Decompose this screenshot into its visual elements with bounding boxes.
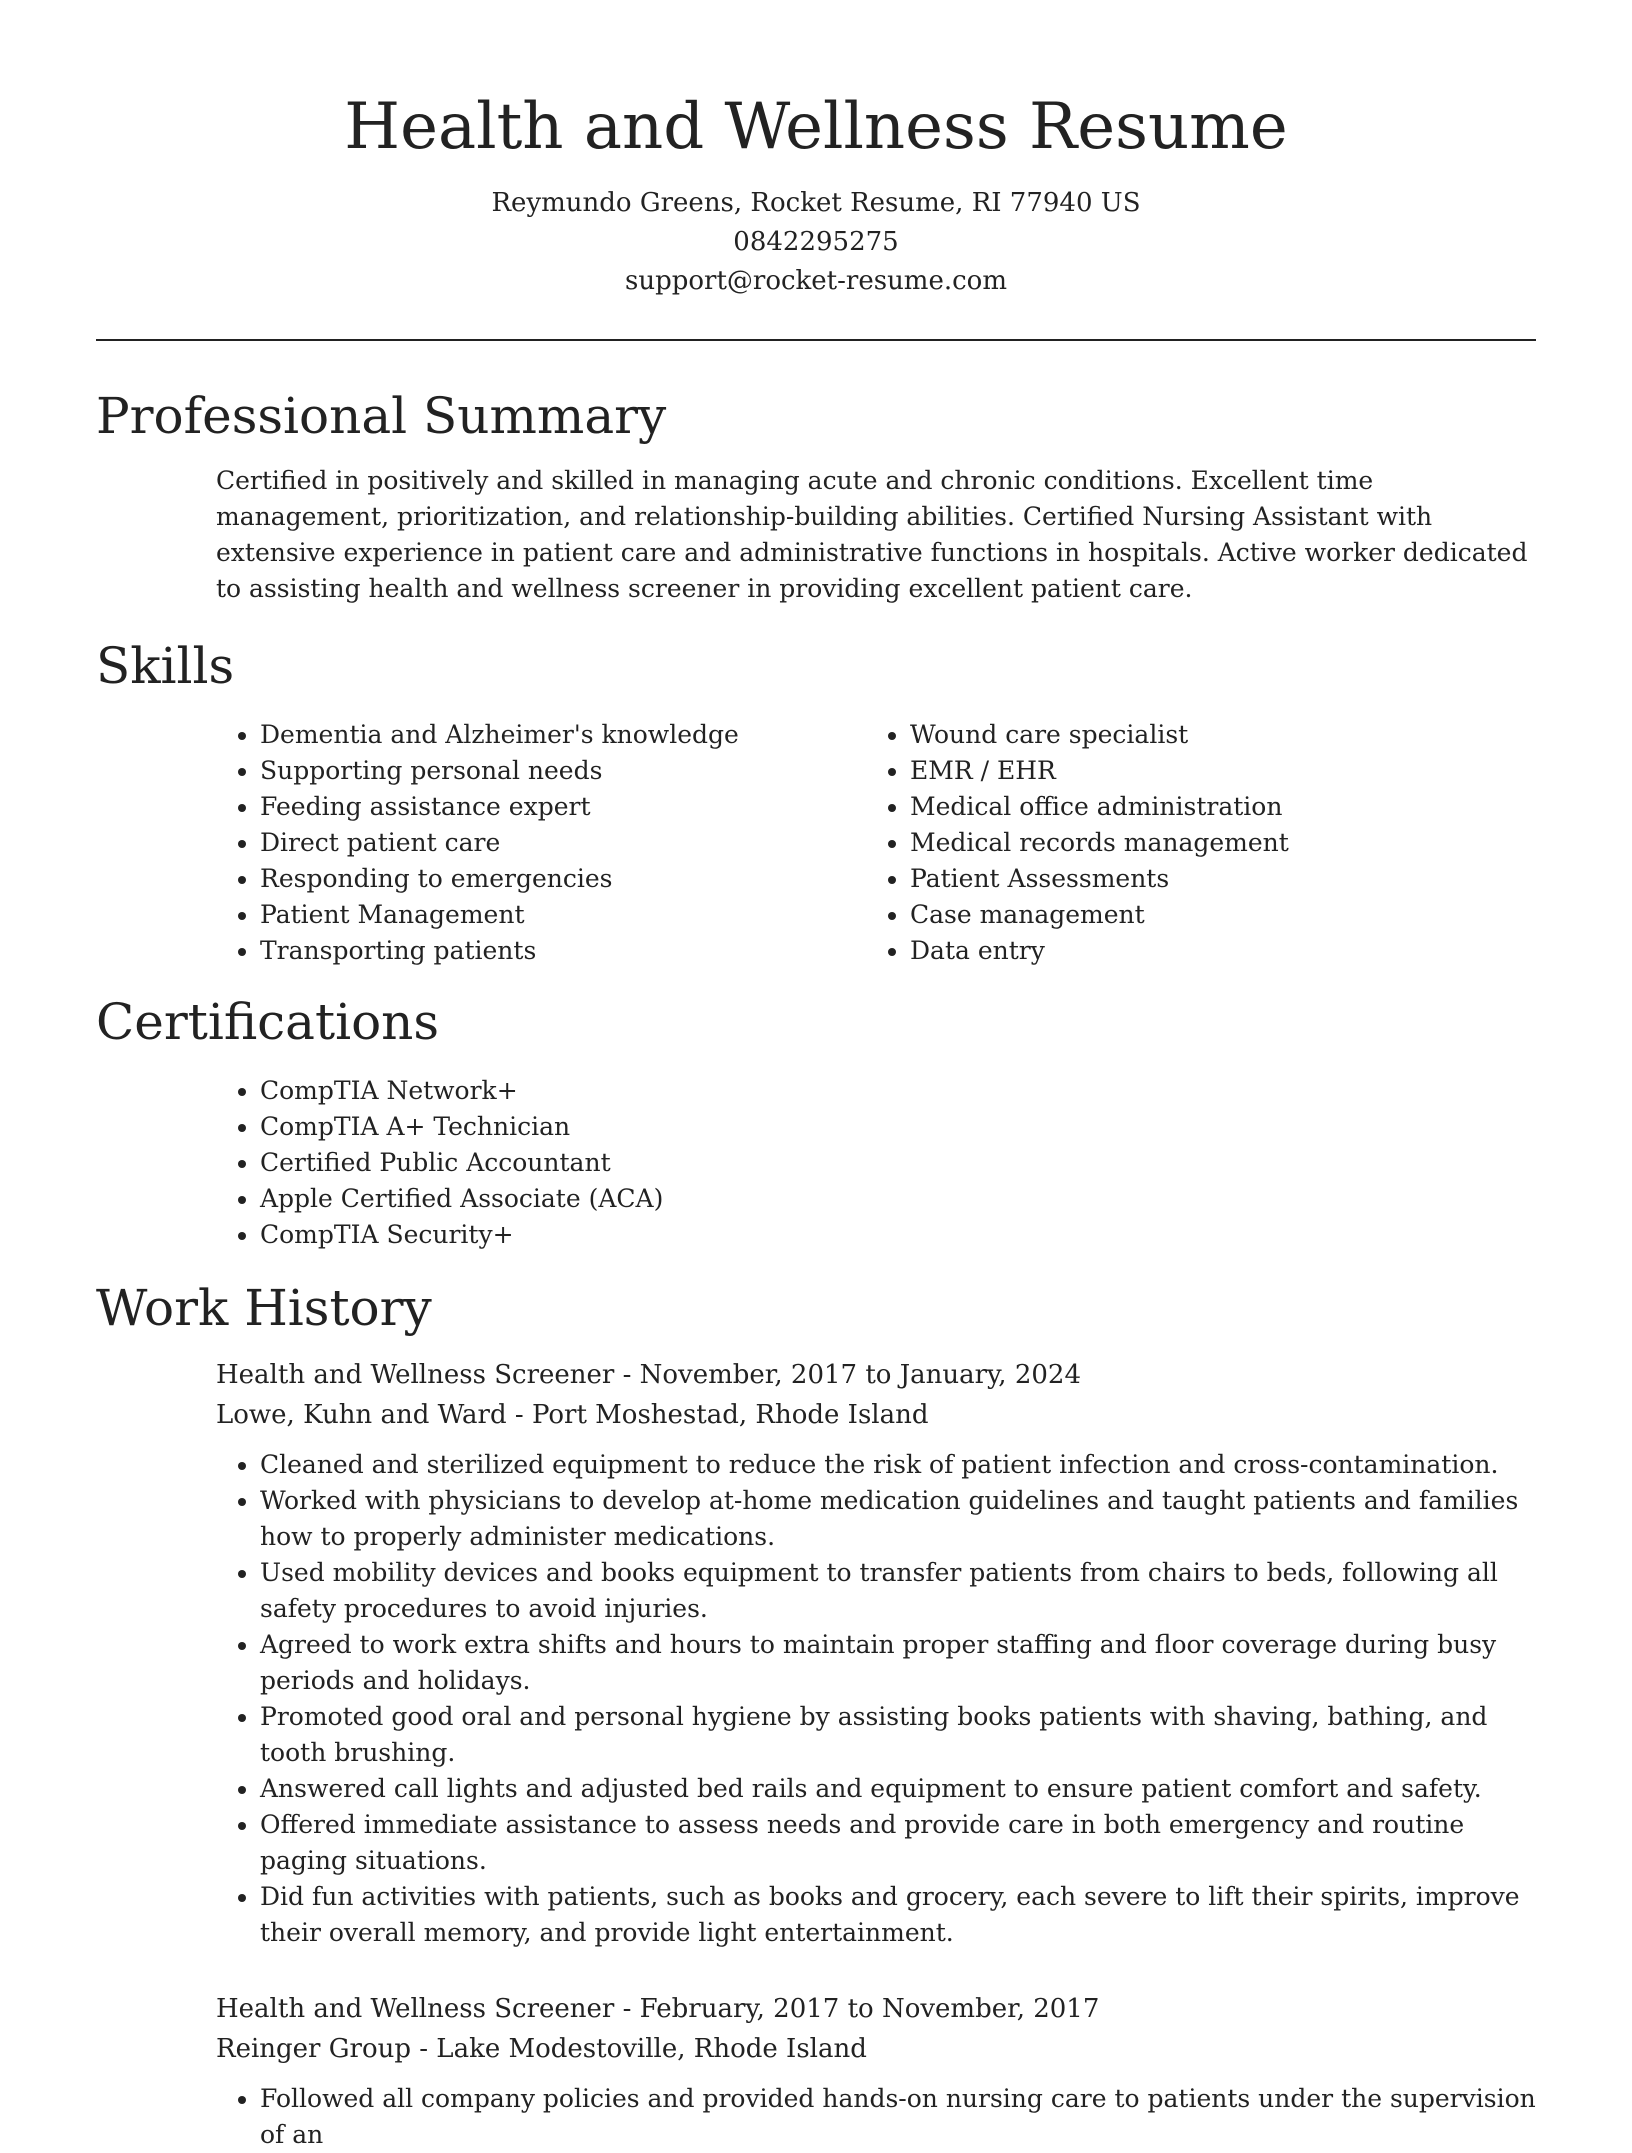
contact-address: Reymundo Greens, Rocket Resume, RI 77940 US xyxy=(491,188,1141,218)
summary-section xyxy=(96,383,1536,607)
job-duty-item: • Used mobility devices and books equipment to transfer patients from chairs to beds, following all safety procedures to avoid injuries. xyxy=(260,1555,1536,1627)
certification-item: • Certified Public Accountant xyxy=(260,1145,1536,1181)
job-title-line: Health and Wellness Screener - November, 2017 to January, 2024 xyxy=(216,1360,1081,1390)
resume-header xyxy=(96,0,1536,301)
skills-list-right xyxy=(866,717,1516,969)
contact-phone: 0842295275 xyxy=(733,227,899,257)
skill-item: • Transporting patients xyxy=(260,933,866,969)
skill-item: • Responding to emergencies xyxy=(260,861,866,897)
job-duty-item: • Followed all company policies and provided hands-on nursing care to patients under the supervision of an xyxy=(260,2081,1536,2153)
skill-item: • Dementia and Alzheimer's knowledge xyxy=(260,717,866,753)
skill-item: • Wound care specialist xyxy=(910,717,1516,753)
skills-section xyxy=(96,633,1536,969)
job-company-line: Lowe, Kuhn and Ward - Port Moshestad, Rhode Island xyxy=(216,1400,929,1430)
skill-item: • Patient Assessments xyxy=(910,861,1516,897)
skills-heading: Skills xyxy=(96,637,235,695)
certifications-list xyxy=(216,1073,1536,1253)
certification-item: • CompTIA Security+ xyxy=(260,1217,1536,1253)
skill-item: • Medical records management xyxy=(910,825,1516,861)
work-history-section xyxy=(96,1275,1536,2153)
job-duty-item: • Did fun activities with patients, such as books and grocery, each severe to lift their spirits, improve their overall memory, and provide light entertainment. xyxy=(260,1879,1536,1951)
skills-column-right xyxy=(866,717,1516,969)
job-duty-item: • Cleaned and sterilized equipment to reduce the risk of patient infection and cross-contamination. xyxy=(260,1447,1536,1483)
skill-item: • EMR / EHR xyxy=(910,753,1516,789)
job-duties-list xyxy=(216,2081,1536,2153)
skill-item: • Supporting personal needs xyxy=(260,753,866,789)
job-duties-list xyxy=(216,1447,1536,1951)
job-duty-item: • Answered call lights and adjusted bed rails and equipment to ensure patient comfort and safety. xyxy=(260,1771,1536,1807)
certifications-heading: Certifications xyxy=(96,993,440,1051)
skills-column-left xyxy=(216,717,866,969)
skills-list-left xyxy=(216,717,866,969)
job-duty-item: • Promoted good oral and personal hygiene by assisting books patients with shaving, bathing, and tooth brushing. xyxy=(260,1699,1536,1771)
skill-item: • Feeding assistance expert xyxy=(260,789,866,825)
header-divider xyxy=(96,339,1536,341)
certifications-section xyxy=(96,989,1536,1253)
skill-item: • Patient Management xyxy=(260,897,866,933)
certification-item: • CompTIA A+ Technician xyxy=(260,1109,1536,1145)
job-title-line: Health and Wellness Screener - February, 2017 to November, 2017 xyxy=(216,1994,1100,2024)
job-duty-item: • Offered immediate assistance to assess needs and provide care in both emergency and routine paging situations. xyxy=(260,1807,1536,1879)
skills-grid xyxy=(216,717,1536,969)
job-entry xyxy=(216,1355,1536,1951)
contact-block xyxy=(96,184,1536,301)
job-duties-wrap xyxy=(216,1447,1536,1951)
job-company-line: Reinger Group - Lake Modestoville, Rhode Island xyxy=(216,2034,867,2064)
summary-text: Certified in positively and skilled in managing acute and chronic conditions. Excellent time management, prioritization, and relationship-building abilities. Certified Nursing Assistant with extensive experience in patient care and administrative functions in hospitals. Active worker dedicated to assisting health and wellness screener in providing excellent patient care. xyxy=(216,466,1528,603)
certification-item: • CompTIA Network+ xyxy=(260,1073,1536,1109)
job-duty-item: • Agreed to work extra shifts and hours to maintain proper staffing and floor coverage during busy periods and holidays. xyxy=(260,1627,1536,1699)
skill-item: • Case management xyxy=(910,897,1516,933)
skill-item: • Direct patient care xyxy=(260,825,866,861)
work-history-heading: Work History xyxy=(96,1279,432,1337)
certification-item: • Apple Certified Associate (ACA) xyxy=(260,1181,1536,1217)
summary-heading: Professional Summary xyxy=(96,387,667,445)
job-duties-wrap xyxy=(216,2081,1536,2153)
skill-item: • Data entry xyxy=(910,933,1516,969)
job-duty-item: • Worked with physicians to develop at-home medication guidelines and taught patients and families how to properly administer medications. xyxy=(260,1483,1536,1555)
job-entry xyxy=(216,1989,1536,2153)
certifications-list-wrap xyxy=(216,1073,1536,1253)
contact-email: support@rocket-resume.com xyxy=(624,266,1007,296)
resume-title: Health and Wellness Resume xyxy=(344,90,1288,164)
skill-item: • Medical office administration xyxy=(910,789,1516,825)
